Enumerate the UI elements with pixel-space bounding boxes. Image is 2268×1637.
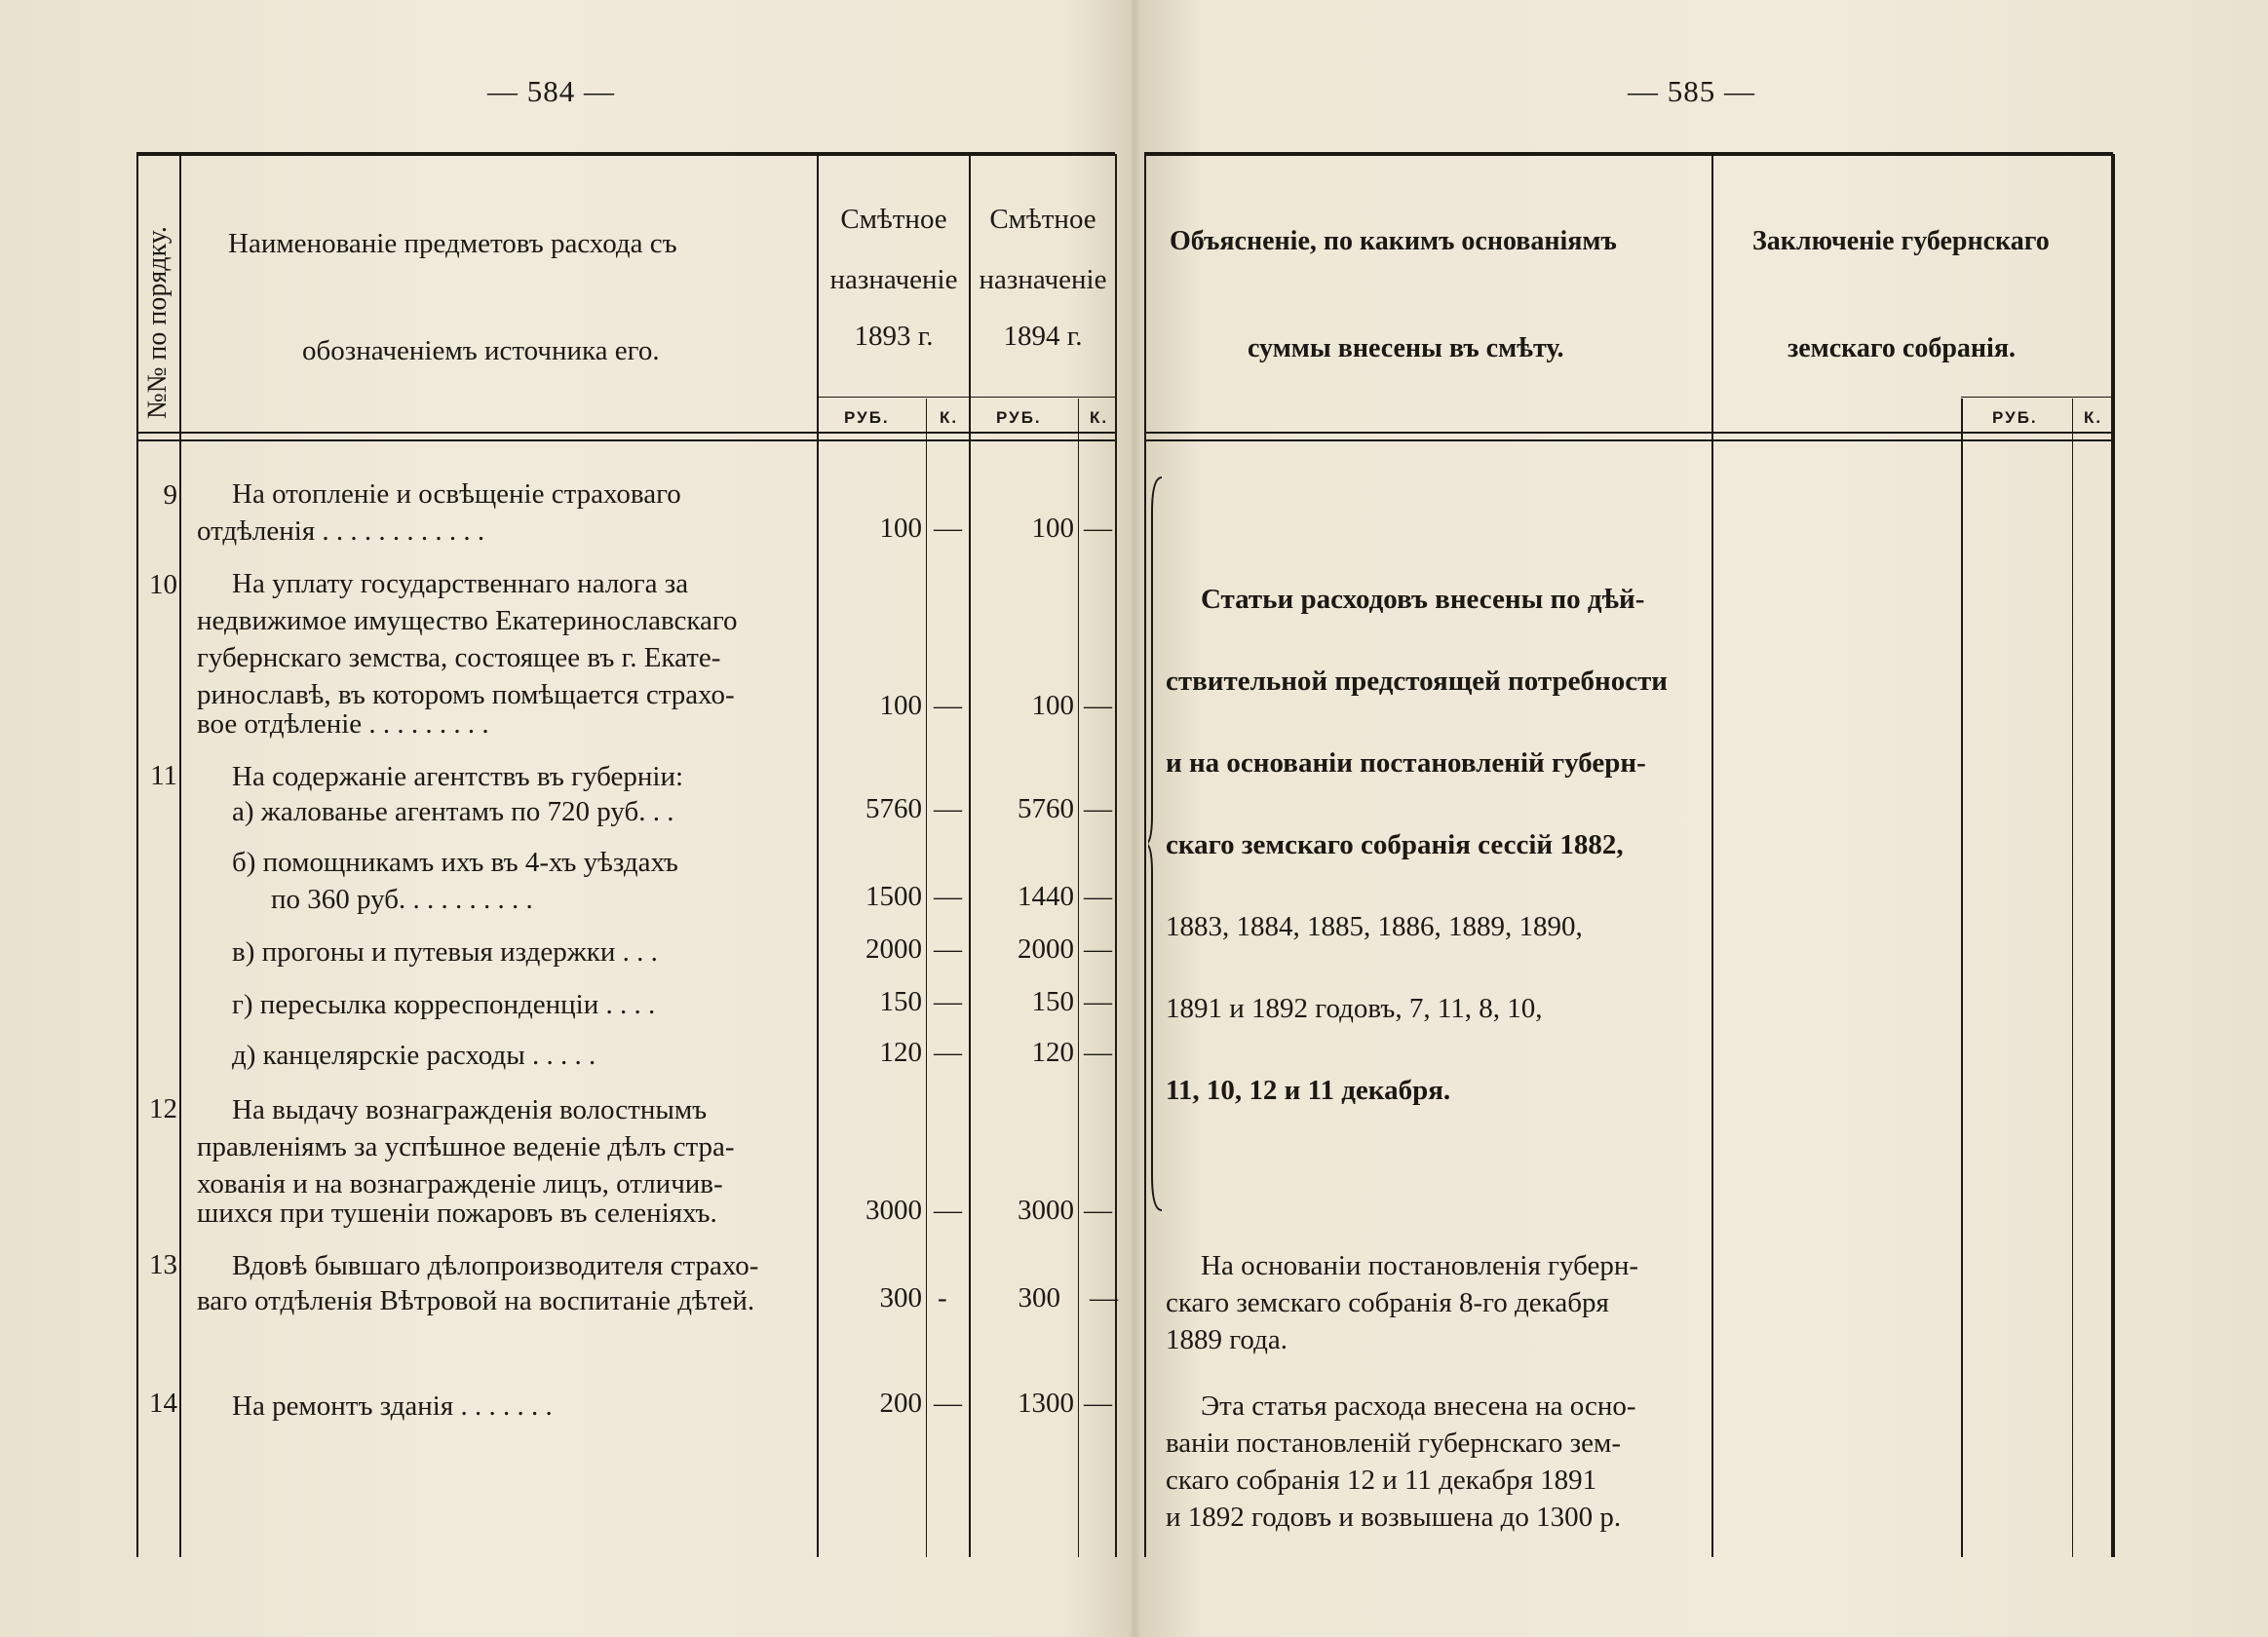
row-text-line: ринославѣ, въ которомъ помѣщается страхо- (197, 679, 735, 710)
row-text-line: недвижимое имущество Екатеринославскаго (197, 605, 738, 636)
row-text-line: Вдовѣ бывшаго дѣлопроизводителя страхо- (232, 1250, 759, 1281)
page-number-right: — 585 — (1628, 74, 1755, 108)
name-header-line2: обозначеніемъ источника его. (302, 335, 660, 366)
col-border-order (179, 154, 181, 1557)
row-number: 11 (150, 760, 177, 791)
row-text-line: На отопленіе и освѣщеніе страховаго (232, 478, 681, 510)
table-top-rule-right (1144, 152, 2113, 156)
kop-1894: — (1084, 933, 1112, 965)
order-column-header: №№ по порядку. (142, 226, 173, 419)
page-number-left: — 584 — (487, 74, 615, 108)
col-border-name (817, 154, 819, 1557)
explanation-line: скаго собранія 12 и 11 декабря 1891 (1166, 1465, 1597, 1496)
explanation-line: 1883, 1884, 1885, 1886, 1889, 1890, (1166, 911, 1583, 942)
row-text-line: по 360 руб. . . . . . . . . . (271, 884, 533, 915)
row-text-line: хованія и на вознагражденіе лицъ, отличив- (197, 1168, 723, 1199)
explanation-line: ствительной предстоящей потребности (1166, 666, 1669, 697)
value-1893: 200 (879, 1388, 922, 1419)
col-border-right (2111, 154, 2115, 1557)
value-1894: 1440 (1018, 881, 1074, 912)
row-text-line: правленіямъ за успѣшное веденіе дѣлъ стра- (197, 1131, 735, 1162)
explanation-line: и 1892 годовъ и возвышена до 1300 р. (1166, 1502, 1622, 1533)
kop-1893: — (934, 690, 962, 721)
unit-rule (817, 397, 1115, 398)
explanation-line: 1891 и 1892 годовъ, 7, 11, 8, 10, (1166, 993, 1543, 1024)
value-1894: 150 (1031, 986, 1074, 1017)
explanation-header-line1: Объясненіе, по какимъ основаніямъ (1170, 226, 1617, 256)
unit-rule-right (1961, 397, 2113, 398)
kop-1894: — (1084, 513, 1112, 544)
row-number: 9 (163, 479, 177, 511)
explanation-line: и на основаніи постановленій губерн- (1166, 747, 1646, 779)
rub-label-1893: РУБ. (844, 408, 890, 427)
value-1893: 100 (879, 690, 922, 721)
est1894-header-line2: назначеніе (979, 264, 1107, 295)
row-text-line: а) жалованье агентамъ по 720 руб. . . (232, 796, 674, 827)
kop-label-conclusion: К. (2084, 408, 2103, 427)
name-header-line1: Наименованіе предметовъ расхода съ (228, 228, 677, 259)
conclusion-header-line2: земскаго собранія. (1787, 333, 2016, 363)
explanation-line: скаго земскаго собранія 8-го декабря (1166, 1287, 1609, 1318)
kop-1893: — (934, 1388, 962, 1419)
value-1893: 150 (879, 986, 922, 1017)
row-text-line: г) пересылка корреспонденціи . . . . (232, 989, 656, 1020)
row-text-line: вое отдѣленіе . . . . . . . . . (197, 708, 489, 740)
kop-1893: — (934, 881, 962, 912)
est1893-header-line2: назначеніе (829, 264, 958, 295)
row-text-line: На содержаніе агентствъ въ губерніи: (232, 761, 684, 792)
row-number: 10 (149, 569, 177, 600)
value-1893: 5760 (865, 793, 922, 824)
explanation-line: 11, 10, 12 и 11 декабря. (1166, 1075, 1451, 1106)
value-1893: 3000 (865, 1195, 922, 1226)
kop-1894: — (1084, 986, 1112, 1017)
value-1893: 120 (879, 1037, 922, 1068)
kop-label-1893: К. (940, 408, 959, 427)
row-text-line: ваго отдѣленія Вѣтровой на воспитаніе дѣтей. (197, 1285, 755, 1316)
col-border-est2 (1115, 154, 1117, 1557)
header-rule-double-right (1144, 439, 2113, 441)
explanation-line: ваніи постановленій губернскаго зем- (1166, 1428, 1621, 1459)
col-border-left (136, 154, 138, 1557)
row-text-line: д) канцелярскіе расходы . . . . . (232, 1040, 596, 1071)
conclusion-header-line1: Заключеніе губернскаго (1752, 226, 2050, 256)
explanation-line: Эта статья расхода внесена на осно- (1201, 1390, 1636, 1422)
value-1893: 100 (879, 513, 922, 544)
header-rule-right (1144, 432, 2113, 434)
est1893-header-line1: Смѣтное (840, 204, 947, 235)
col-border-est1 (969, 154, 971, 1557)
kop-1894: — (1084, 1388, 1112, 1419)
row-text-line: в) прогоны и путевыя издержки . . . (232, 936, 658, 968)
col-border-rub2 (1078, 399, 1079, 1557)
value-1893: 1500 (865, 881, 922, 912)
col-border-rub (2072, 399, 2073, 1557)
est1894-header-year: 1894 г. (1003, 321, 1083, 352)
rub-label-1894: РУБ. (996, 408, 1042, 427)
explanation-header-line2: суммы внесены въ смѣту. (1248, 333, 1564, 363)
value-1894: 2000 (1018, 933, 1074, 965)
row-text-line: б) помощникамъ ихъ въ 4-хъ уѣздахъ (232, 847, 678, 878)
value-1894: 1300 (1018, 1388, 1074, 1419)
rub-label-conclusion: РУБ. (1992, 408, 2038, 427)
kop-1893: - (938, 1282, 947, 1313)
col-border-concl (1961, 399, 1963, 1557)
row-number: 13 (149, 1249, 177, 1280)
kop-label-1894: К. (1090, 408, 1109, 427)
kop-1893: — (934, 793, 962, 824)
row-text-line: шихся при тушеніи пожаровъ въ селеніяхъ. (197, 1198, 717, 1229)
row-number: 14 (149, 1388, 177, 1419)
value-1894: 120 (1031, 1037, 1074, 1068)
row-text-line: На уплату государственнаго налога за (232, 568, 689, 599)
kop-1893: — (934, 1037, 962, 1068)
kop-1894: — (1090, 1282, 1118, 1313)
kop-1893: — (934, 986, 962, 1017)
kop-1894: — (1084, 881, 1112, 912)
explanation-line: Статьи расходовъ внесены по дѣй- (1201, 584, 1645, 615)
value-1893: 300 (879, 1282, 922, 1313)
value-1894: 5760 (1018, 793, 1074, 824)
row-text-line: губернскаго земства, состоящее въ г. Екате- (197, 642, 721, 673)
kop-1893: — (934, 513, 962, 544)
kop-1894: — (1084, 793, 1112, 824)
kop-1894: — (1084, 1195, 1112, 1226)
kop-1894: — (1084, 690, 1112, 721)
row-text-line: На выдачу вознагражденія волостнымъ (232, 1094, 708, 1125)
kop-1894: — (1084, 1037, 1112, 1068)
value-1894: 3000 (1018, 1195, 1074, 1226)
kop-1893: — (934, 933, 962, 965)
col-border-left-right (1144, 154, 1146, 1557)
row-number: 12 (149, 1093, 177, 1124)
explanation-line: 1889 года. (1166, 1324, 1288, 1355)
kop-1893: — (934, 1195, 962, 1226)
value-1893: 2000 (865, 933, 922, 965)
value-1894: 300 (1018, 1282, 1060, 1313)
value-1894: 100 (1031, 690, 1074, 721)
explanation-line: На основаніи постановленія губерн- (1201, 1250, 1638, 1281)
value-1894: 100 (1031, 513, 1074, 544)
row-text-line: отдѣленія . . . . . . . . . . . . (197, 515, 485, 547)
est1894-header-line1: Смѣтное (989, 204, 1096, 235)
col-border-expl (1711, 154, 1713, 1557)
est1893-header-year: 1893 г. (854, 321, 934, 352)
row-text-line: На ремонтъ зданія . . . . . . . (232, 1390, 553, 1422)
col-border-rub1 (926, 399, 927, 1557)
explanation-line: скаго земскаго собранія сессій 1882, (1166, 829, 1624, 860)
